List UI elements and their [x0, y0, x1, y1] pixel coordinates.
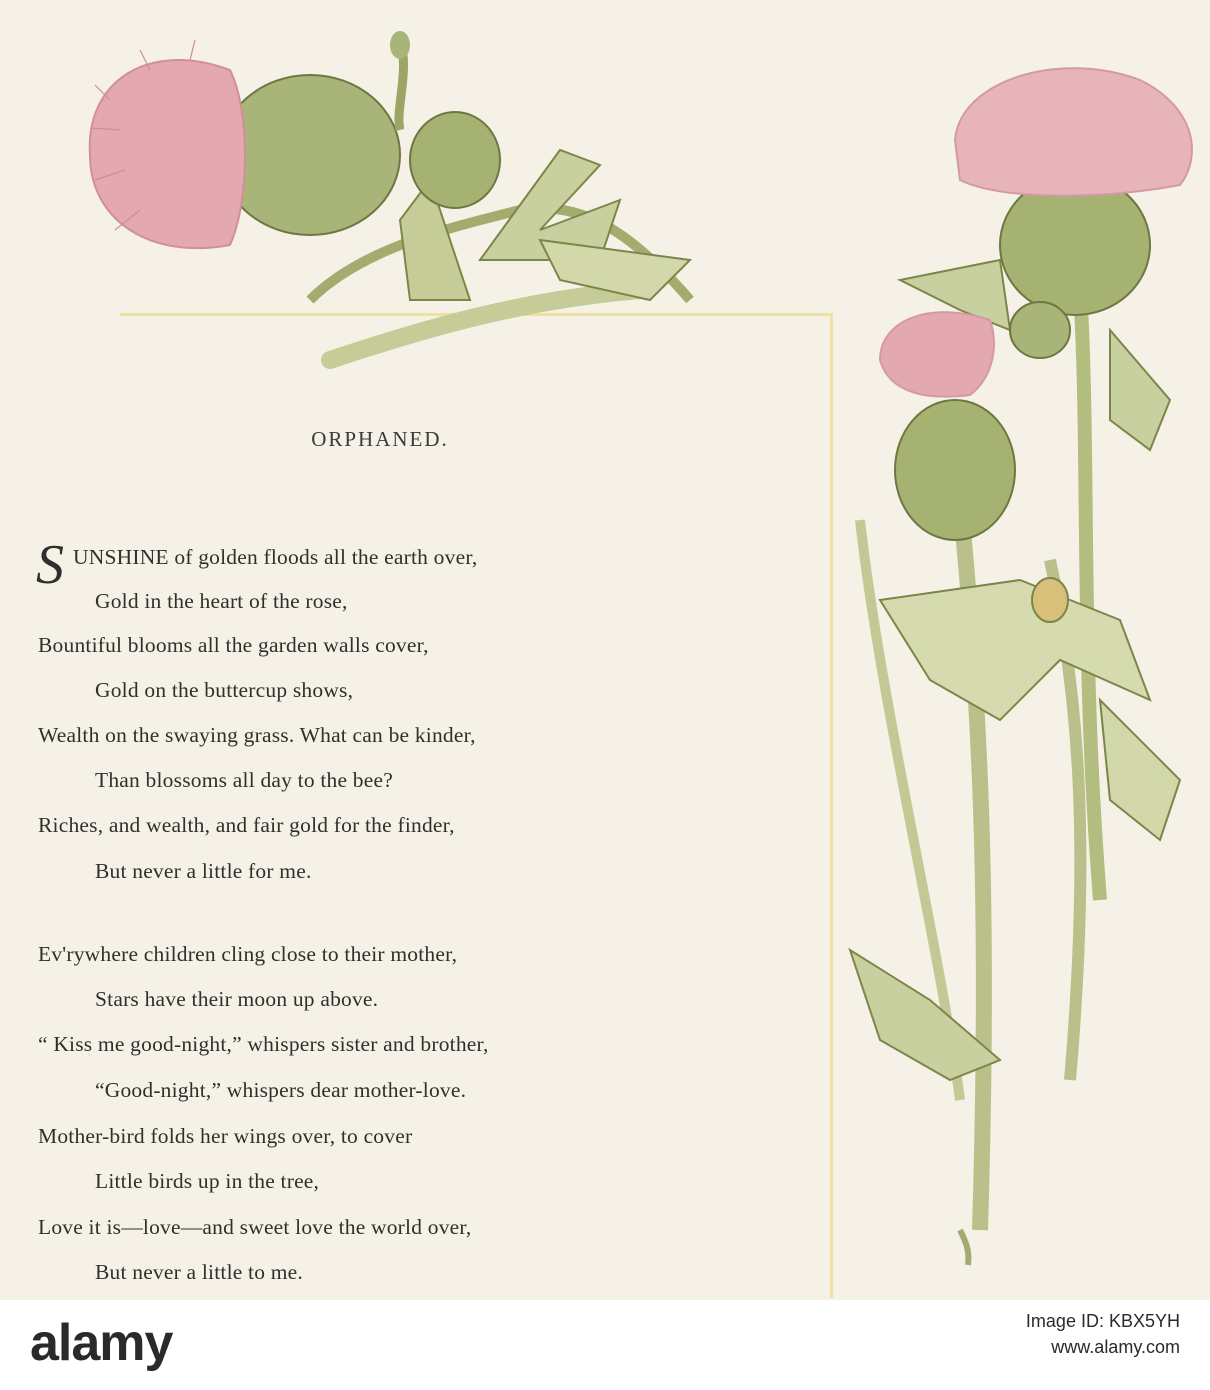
poem-title: ORPHANED.: [311, 427, 449, 451]
poem-line: But never a little to me.: [95, 1260, 304, 1284]
poem-line: Riches, and wealth, and fair gold for the finder,: [38, 813, 455, 837]
poem-line: “ Kiss me good-night,” whispers sister and brother,: [38, 1032, 489, 1056]
top-thistle-group: [90, 31, 690, 360]
poem-line: Bountiful blooms all the garden walls cover,: [38, 633, 429, 657]
poem-line: Mother-bird folds her wings over, to cover: [38, 1124, 413, 1148]
poem-line: Than blossoms all day to the bee?: [95, 768, 393, 792]
poem-line: UNSHINE of golden floods all the earth over,: [73, 545, 478, 569]
site-url: www.alamy.com: [1051, 1337, 1180, 1357]
poem-line: Stars have their moon up above.: [95, 987, 379, 1011]
poem-line: Wealth on the swaying grass. What can be kinder,: [38, 723, 476, 747]
poem-line: Love it is—love—and sweet love the world over,: [38, 1215, 472, 1239]
right-thistle-group: [850, 68, 1192, 1265]
poem-line: Little birds up in the tree,: [95, 1169, 320, 1193]
poem-line: Gold in the heart of the rose,: [95, 589, 348, 613]
alamy-logo: alamy: [30, 1314, 173, 1372]
image-id-block: [1026, 1308, 1180, 1360]
poem-line: “Good-night,” whispers dear mother-love.: [95, 1078, 467, 1102]
image-id-text: Image ID: KBX5YH: [1025, 1311, 1180, 1331]
poem-line: But never a little for me.: [95, 859, 312, 883]
drop-cap-letter: S: [36, 534, 64, 596]
poem-line: Ev'rywhere children cling close to their mother,: [38, 942, 458, 966]
poem-line: Gold on the buttercup shows,: [95, 678, 354, 702]
